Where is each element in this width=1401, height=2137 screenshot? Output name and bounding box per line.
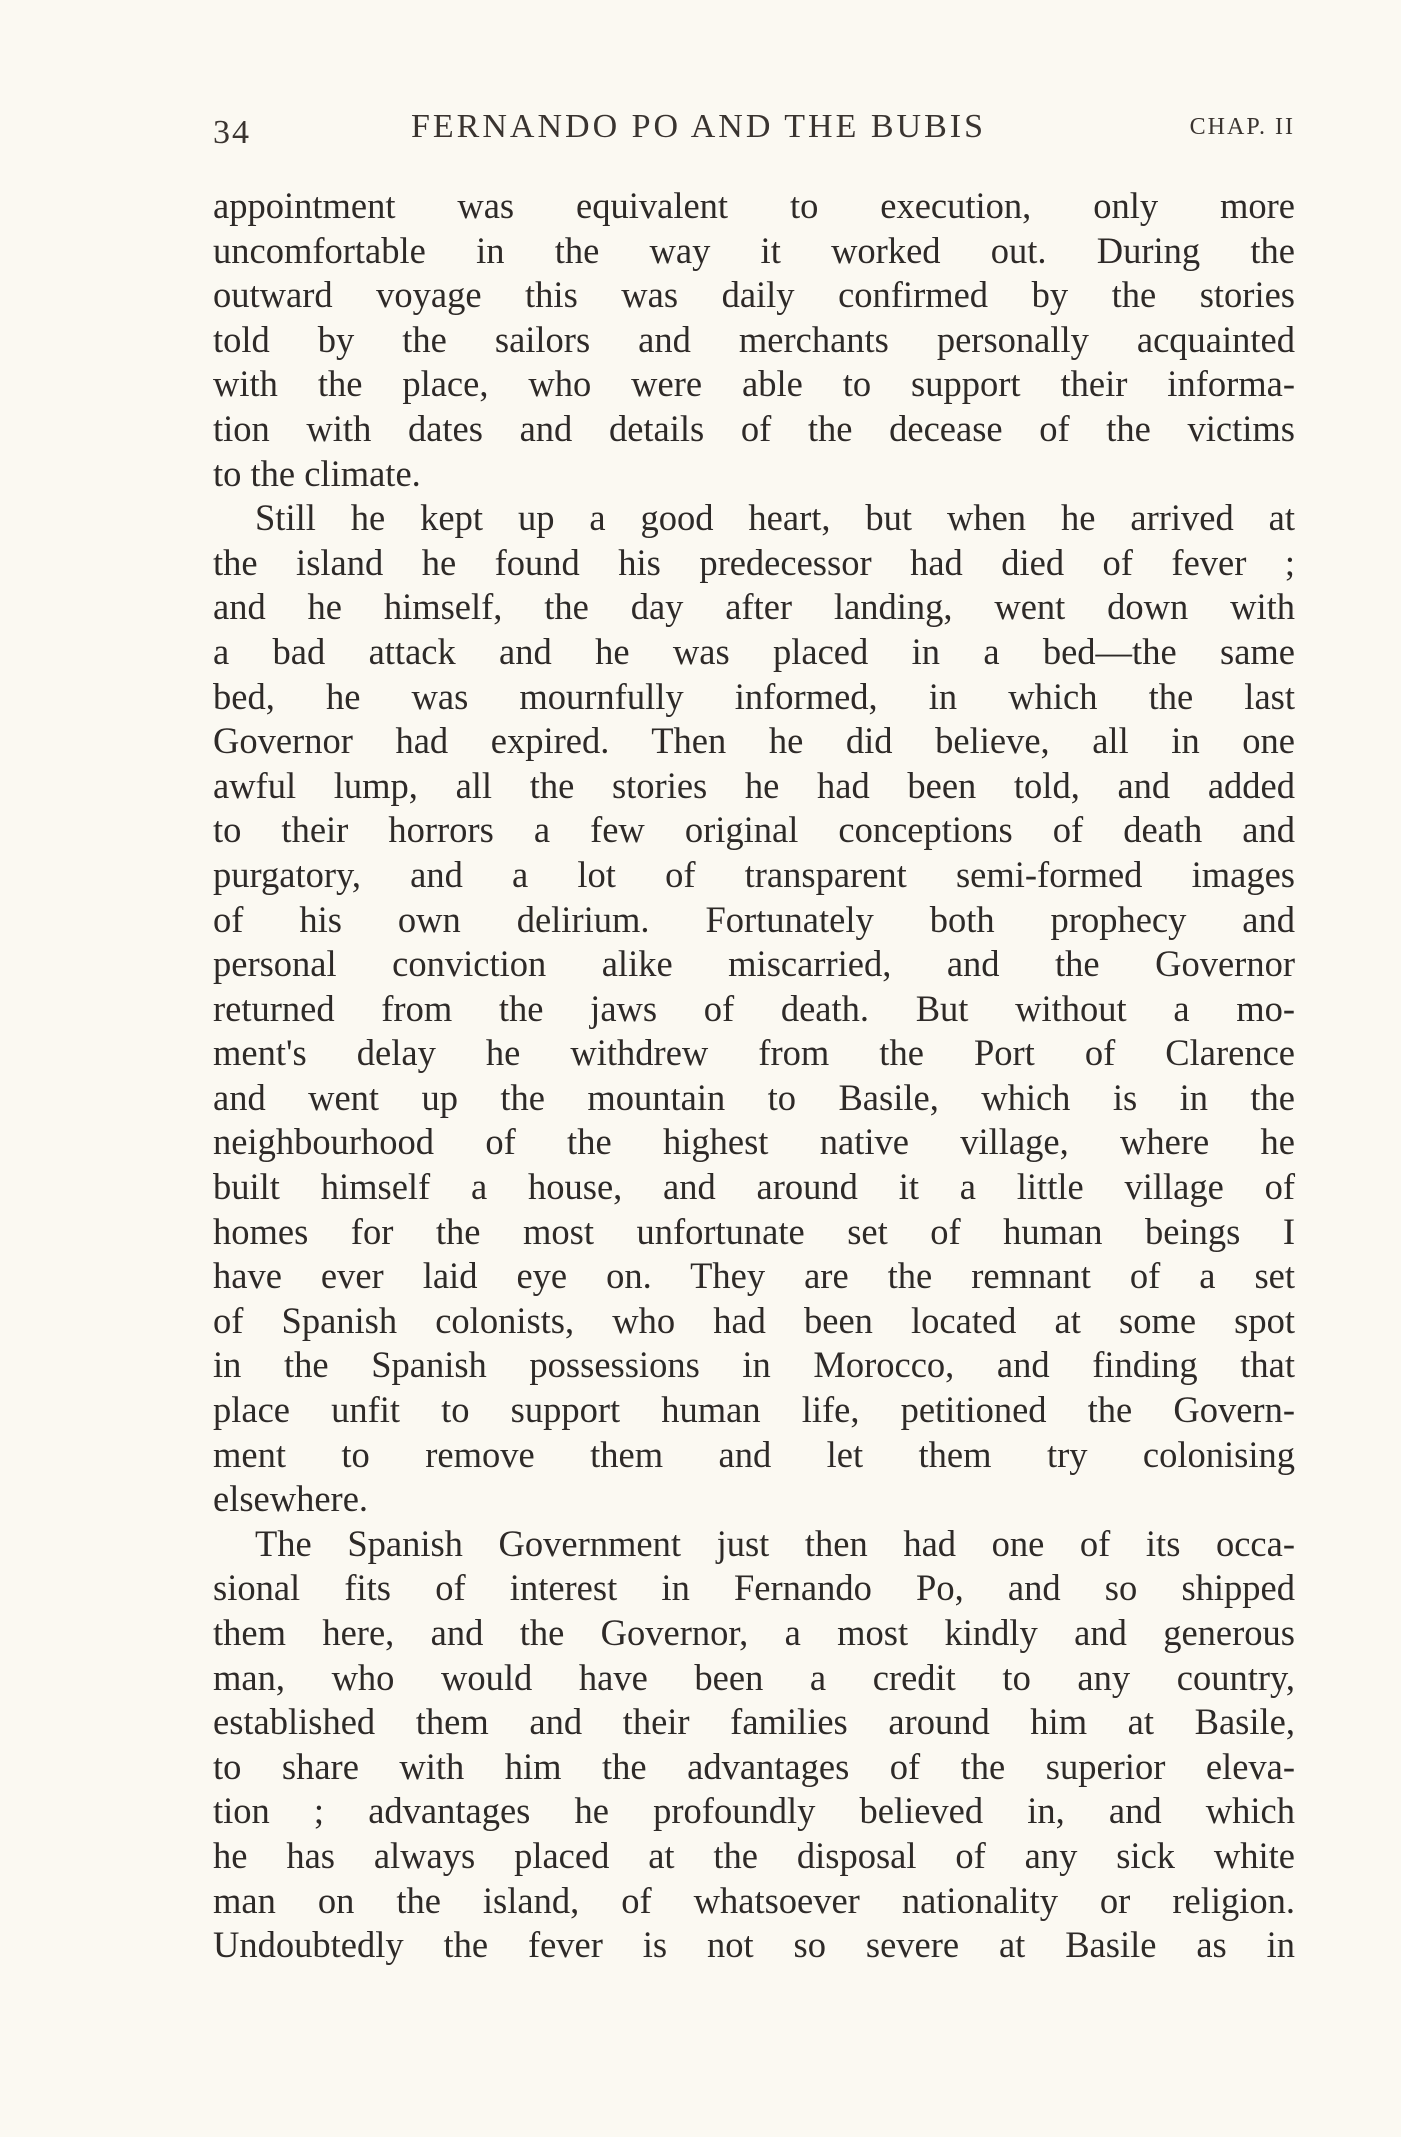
text-line: of Spanish colonists, who had been located at some spot [213,1299,1295,1341]
text-line: tion with dates and details of the decease of the victims [213,407,1295,449]
paragraph [213,184,1295,496]
text-line: them here, and the Governor, a most kindly and generous [213,1612,1295,1653]
text-line: he has always placed at the disposal of any sick white [213,1834,1295,1876]
page-number: 34 [213,114,251,151]
text-line: man, who would have been a credit to any country, [213,1656,1295,1698]
text-line: to their horrors a few original conceptions of death and [213,809,1295,851]
text-line: and he himself, the day after landing, went down with [213,586,1295,628]
text-line: outward voyage this was daily confirmed by the stories [213,274,1295,316]
text-line: neighbourhood of the highest native village, where he [213,1121,1295,1163]
text-line: a bad attack and he was placed in a bed—the same [213,630,1295,672]
text-line: The Spanish Government just then had one of its occa- [255,1522,1295,1564]
text-line: with the place, who were able to support their informa- [213,363,1295,405]
text-line: ment's delay he withdrew from the Port of Clarence [213,1032,1295,1074]
text-line: appointment was equivalent to execution, only more [213,185,1295,226]
text-line: built himself a house, and around it a little village of [213,1166,1295,1208]
text-line: personal conviction alike miscarried, and the Governor [213,943,1295,985]
text-line: uncomfortable in the way it worked out. During the [213,229,1295,271]
text-line: Still he kept up a good heart, but when he arrived at [255,497,1295,539]
text-line: and went up the mountain to Basile, which is in the [213,1076,1295,1118]
text-line: tion ; advantages he profoundly believed in, and which [213,1790,1295,1832]
text-line: elsewhere. [213,1478,369,1520]
text-line: purgatory, and a lot of transparent semi-formed images [213,853,1295,895]
paragraph [213,496,1295,1522]
text-line: sional fits of interest in Fernando Po, and so shipped [213,1567,1295,1609]
text-line: man on the island, of whatsoever nationality or religion. [213,1879,1295,1921]
text-line: Governor had expired. Then he did believe, all in one [213,720,1295,762]
text-line: told by the sailors and merchants personally acquainted [213,318,1295,360]
text-line: bed, he was mournfully informed, in which the last [213,675,1295,717]
chapter-label: CHAP. II [1189,114,1295,140]
text-line: Undoubtedly the fever is not so severe at Basile as in [213,1924,1295,1966]
text-line: have ever laid eye on. They are the remnant of a set [213,1255,1295,1297]
text-line: to share with him the advantages of the superior eleva- [213,1745,1295,1787]
text-line: awful lump, all the stories he had been told, and added [213,764,1295,806]
book-title: FERNANDO PO AND THE BUBIS [411,108,986,145]
running-head [213,108,1295,156]
text-line: in the Spanish possessions in Morocco, and finding that [213,1344,1295,1386]
text-line: the island he found his predecessor had died of fever ; [213,541,1295,583]
text-line: to the climate. [213,452,421,494]
text-line: returned from the jaws of death. But without a mo- [213,987,1295,1029]
body-text [213,184,1295,1968]
text-line: ment to remove them and let them try colonising [213,1433,1295,1475]
text-line: established them and their families around him at Basile, [213,1701,1295,1743]
text-line: of his own delirium. Fortunately both prophecy and [213,898,1295,940]
text-line: place unfit to support human life, petitioned the Govern- [213,1389,1295,1431]
paragraph [213,1522,1295,1968]
text-line: homes for the most unfortunate set of human beings I [213,1210,1295,1252]
